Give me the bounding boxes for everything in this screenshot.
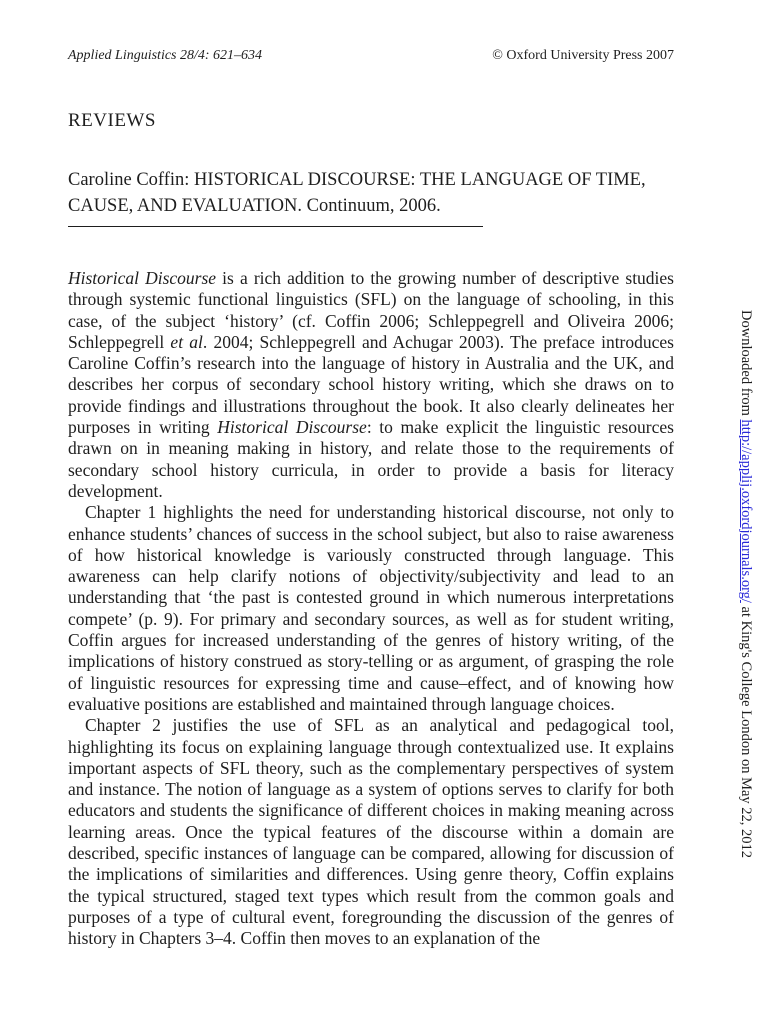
paragraph-text: is a rich addition to the growing number of descriptive studies through systemic functional linguistics (SFL) on the language of schooling, in this case, of the subject ‘history’ (cf. Coffin 2006; Schleppegrell and Oliveira 2006; Schleppegrell [68, 268, 674, 352]
paragraph-3: Chapter 2 justifies the use of SFL as an analytical and pedagogical tool, highlighting its focus on explaining language through contextualized use. It explains important aspects of SFL theory, such as the complementary perspectives of system and instance. The notion of language as a system of options serves to clarify for both educators and students the significance of different choices in making meaning across learning areas. Once the typical features of the discourse within a domain are described, specific instances of language can be compared, allowing for discussion of the implications of similarities and differences. Using genre theory, Coffin explains the typical structured, staged text types which result from the common goals and purposes of a type of cultural event, foregrounding the discussion of the genres of history in Chapters 3–4. Coffin then moves to an explanation of the [68, 715, 674, 949]
journal-citation: Applied Linguistics 28/4: 621–634 [68, 48, 263, 63]
paragraph-text: . 2004; Schleppegrell and Achugar 2003). The preface introduces Caroline Coffin’s research into the language of history in Australia and the UK, and describes her corpus of secondary school history writing, which she draws on to provide findings and illustrations throughout the book. It also clearly delineates her purposes in writing [68, 331, 674, 438]
paragraph-2: Chapter 1 highlights the need for understanding historical discourse, not only to enhance students’ chances of success in the school subject, but also to raise awareness of how historical knowledge is variously constructed through language. This awareness can help clarify notions of objectivity/subjectivity and lead to an understanding that ‘the past is contested ground in which numerous interpretations compete’ (p. 9). For primary and secondary sources, as well as for student writing, Coffin argues for increased understanding of the genres of history writing, of the implications of history construed as story-telling or as argument, of grasping the role of linguistic resources for expressing time and cause–effect, and of knowing how evaluative positions are established and maintained through language choices. [68, 502, 674, 714]
book-title-italic: Historical Discourse [217, 417, 367, 438]
book-title-italic: Historical Discourse [68, 268, 217, 288]
download-notice-suffix: at King's College London on May 22, 2012 [738, 602, 754, 859]
review-body [68, 268, 674, 950]
download-notice-prefix: Downloaded from [738, 310, 754, 420]
title-divider [68, 226, 483, 227]
review-title [68, 167, 688, 219]
review-title-line-1: Caroline Coffin: HISTORICAL DISCOURSE: THE LANGUAGE OF TIME, [68, 170, 646, 190]
et-al-italic: et al [170, 331, 203, 352]
paragraph-1 [68, 268, 674, 502]
paragraph-text: : to make explicit the linguistic resources drawn on in meaning making in history, and relate those to the requirements of secondary school history curricula, in order to provide a basis for literacy development. [68, 417, 674, 501]
journal-link[interactable]: http://applij.oxfordjournals.org/ [738, 419, 754, 603]
section-title: REVIEWS [68, 110, 156, 131]
download-notice [732, 310, 758, 859]
copyright-notice: © Oxford University Press 2007 [492, 48, 674, 63]
running-header [68, 48, 674, 70]
review-title-line-2: CAUSE, AND EVALUATION. Continuum, 2006. [68, 196, 441, 216]
